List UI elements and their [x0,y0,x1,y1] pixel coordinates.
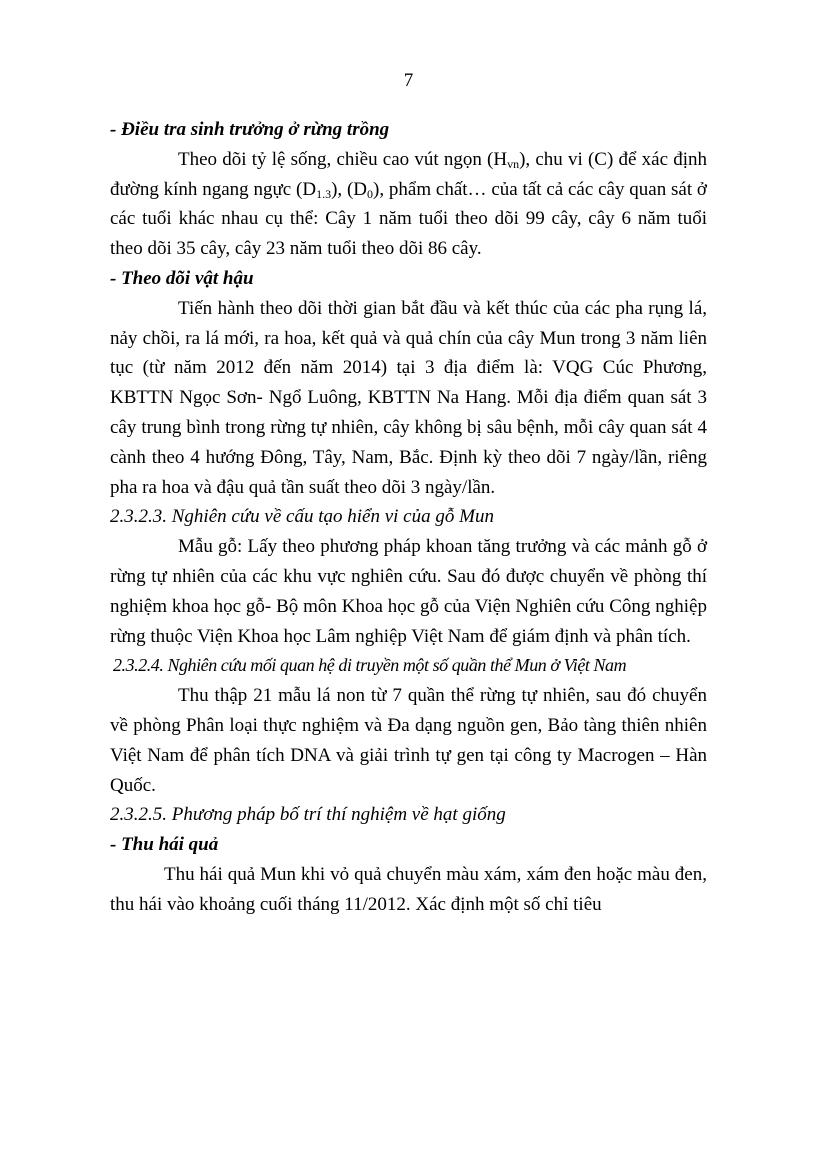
heading-phenology: - Theo dõi vật hậu [110,267,254,289]
heading-fruit-harvest: - Thu hái quả [110,834,219,856]
text-run: Theo dõi tỷ lệ sống, chiều cao vút ngọn (H [178,148,508,170]
page-number: 7 [403,70,414,91]
section-2-3-2-5: 2.3.2.5. Phương pháp bố trí thí nghiệm về hạt giống [110,804,506,826]
paragraph-growth-survey [110,145,707,264]
paragraph-genetics: Thu thập 21 mẫu lá non từ 7 quần thể rừng tự nhiên, sau đó chuyển về phòng Phân loại thực nghiệm và Đa dạng nguồn gen, Bảo tàng thiên nhiên Việt Nam để phân tích DNA và giải trình tự gen tại công ty Macrogen – Hàn Quốc. [110,685,707,796]
section-2-3-2-4: 2.3.2.4. Nghiên cứu mối quan hệ di truyền một số quần thể Mun ở Việt Nam [113,655,627,676]
paragraph-phenology: Tiến hành theo dõi thời gian bắt đầu và kết thúc của các pha rụng lá, nảy chồi, ra lá mới, ra hoa, kết quả và quả chín của cây Mun trong 3 năm liên tục (từ năm 2012 đến năm 2014) tại 3 địa điểm là: VQG Cúc Phương, KBTTN Ngọc Sơn- Ngổ Luông, KBTTN Na Hang. Mỗi địa điểm quan sát 3 cây trung bình trong rừng tự nhiên, cây không bị sâu bệnh, mỗi cây quan sát 4 cành theo 4 hướng Đông, Tây, Nam, Bắc. Định kỳ theo dõi 7 ngày/lần, riêng pha ra hoa và đậu quả tần suất theo dõi 3 ngày/lần. [110,297,707,498]
heading-growth-survey: - Điều tra sinh trưởng ở rừng trồng [110,119,390,140]
section-2-3-2-3: 2.3.2.3. Nghiên cứu về cấu tạo hiển vi của gỗ Mun [110,506,494,528]
text-run: ), chu vi (C) để xác định đường kính ngang ngực (D [110,148,707,200]
paragraph-wood-anatomy: Mẫu gỗ: Lấy theo phương pháp khoan tăng trưởng và các mảnh gỗ ở rừng tự nhiên của các khu vực nghiên cứu. Sau đó được chuyển về phòng thí nghiệm khoa học gỗ- Bộ môn Khoa học gỗ của Viện Nghiên cứu Công nghiệp rừng thuộc Viện Khoa học Lâm nghiệp Việt Nam để giám định và phân tích. [110,536,707,647]
document-body [110,115,707,920]
subscript: 0 [367,186,373,201]
subscript: vn [507,156,520,171]
subscript: 1.3 [316,186,332,201]
text-run: ), phẩm chất… của tất cả các cây quan sát ở các tuổi khác nhau cụ thể: Cây 1 năm tuổi theo dõi 99 cây, cây 6 năm tuổi theo dõi 35 cây, cây 23 năm tuổi theo dõi 86 cây. [110,178,707,260]
text-run: ), (D [331,178,367,200]
paragraph-fruit-harvest: Thu hái quả Mun khi vỏ quả chuyển màu xám, xám đen hoặc màu đen, thu hái vào khoảng cuối tháng 11/2012. Xác định một số chỉ tiêu [110,863,707,915]
